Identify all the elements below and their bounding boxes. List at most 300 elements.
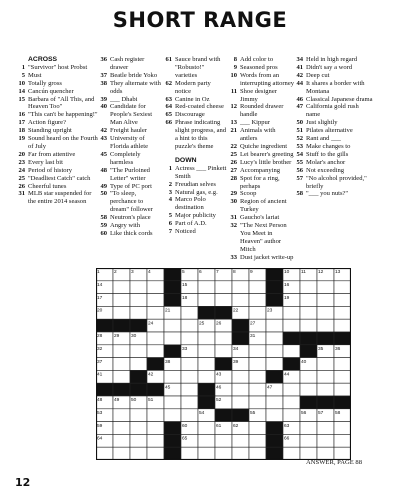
grid-cell[interactable] — [283, 447, 300, 460]
grid-cell[interactable] — [232, 396, 249, 409]
grid-cell[interactable] — [334, 370, 351, 383]
clue-number: 58 — [296, 190, 303, 198]
clue-text: Lei bearer's greeting — [240, 150, 294, 158]
grid-number: 8 — [233, 270, 236, 276]
grid-number: 28 — [97, 334, 103, 340]
grid-cell[interactable] — [249, 370, 266, 383]
grid-number: 31 — [250, 334, 256, 340]
grid-cell[interactable] — [317, 383, 334, 396]
grid-cell[interactable] — [249, 281, 266, 294]
grid-number: 25 — [199, 321, 205, 327]
grid-cell[interactable] — [181, 332, 198, 345]
clue-text: ___ Kippur — [240, 119, 271, 127]
grid-cell[interactable] — [300, 422, 317, 435]
clue-number: 36 — [100, 56, 107, 63]
clue-text: Type of PC port — [110, 182, 152, 190]
clue-text: Lucy's little brother — [240, 158, 292, 166]
grid-block — [113, 319, 130, 332]
grid-cell[interactable] — [215, 332, 232, 345]
down-clue — [163, 189, 228, 197]
clue-number: 11 — [230, 87, 237, 95]
down-header: DOWN — [175, 156, 197, 164]
clue-number: 56 — [296, 166, 303, 174]
grid-cell[interactable] — [181, 319, 198, 332]
grid-cell[interactable] — [130, 281, 147, 294]
clue-text: Not exceeding — [306, 166, 344, 174]
across-clue — [98, 135, 163, 151]
grid-cell[interactable] — [283, 345, 300, 358]
clue-text: Dust jacket write-up — [240, 253, 294, 261]
across-clue — [98, 222, 163, 230]
across-clue — [16, 151, 98, 159]
grid-cell[interactable] — [334, 383, 351, 396]
grid-block — [266, 422, 283, 435]
grid-block — [266, 370, 283, 383]
grid-number: 9 — [250, 270, 253, 276]
clue-number: 16 — [18, 111, 25, 119]
clue-number: 44 — [296, 79, 303, 87]
down-clue — [228, 88, 294, 104]
clue-number: 37 — [100, 71, 107, 79]
clue-number: 26 — [230, 158, 237, 166]
grid-block — [317, 396, 334, 409]
grid-number: 38 — [165, 359, 171, 365]
clue-number: 53 — [296, 142, 303, 150]
clue-number: 15 — [18, 95, 25, 103]
clue-number: 51 — [296, 127, 303, 135]
down-clue — [228, 175, 294, 191]
clue-number: 3 — [168, 188, 172, 196]
clue-text: Sound heard on the Fourth of July — [28, 135, 98, 150]
grid-cell[interactable] — [232, 281, 249, 294]
clue-number: 62 — [165, 79, 172, 87]
clue-text: Scoop — [240, 190, 257, 198]
grid-cell[interactable] — [147, 447, 164, 460]
clue-number: 54 — [296, 150, 303, 158]
grid-cell[interactable] — [164, 370, 181, 383]
grid-block — [266, 434, 283, 447]
grid-number: 46 — [216, 385, 222, 391]
grid-cell[interactable] — [130, 358, 147, 371]
grid-number: 34 — [233, 347, 239, 352]
clue-number: 38 — [100, 79, 107, 87]
crossword-grid-svg[interactable] — [96, 268, 351, 460]
grid-cell[interactable] — [147, 294, 164, 307]
grid-cell[interactable] — [113, 281, 130, 294]
down-clue — [294, 119, 374, 127]
grid-cell[interactable] — [334, 319, 351, 332]
grid-block — [164, 422, 181, 435]
grid-cell[interactable] — [300, 281, 317, 294]
grid-cell[interactable] — [334, 358, 351, 371]
clue-text: "The Next Person You Meet in Heaven" author Mitch — [240, 222, 287, 253]
grid-number: 61 — [216, 423, 222, 429]
grid-block — [232, 332, 249, 345]
grid-cell[interactable] — [283, 396, 300, 409]
clue-text: University of Florida athlete — [110, 135, 148, 150]
across-clue — [16, 111, 98, 119]
clue-text: ___ Dhabi — [110, 95, 138, 103]
clue-text: Spot for a ring, perhaps — [240, 174, 280, 190]
clue-text: Standing upright — [28, 127, 72, 135]
grid-number: 58 — [335, 411, 341, 416]
clue-text: Classical Japanese drama — [306, 95, 373, 103]
grid-cell[interactable] — [113, 358, 130, 371]
grid-cell[interactable] — [334, 422, 351, 435]
grid-cell[interactable] — [147, 409, 164, 422]
clue-text: Noticed — [175, 228, 196, 236]
grid-cell[interactable] — [198, 294, 215, 307]
grid-cell[interactable] — [181, 447, 198, 460]
grid-cell[interactable] — [198, 332, 215, 345]
grid-cell[interactable] — [232, 294, 249, 307]
grid-cell[interactable] — [266, 358, 283, 371]
grid-cell[interactable] — [283, 319, 300, 332]
grid-block — [164, 268, 181, 281]
grid-cell[interactable] — [232, 447, 249, 460]
grid-cell[interactable] — [283, 383, 300, 396]
down-clue — [294, 80, 374, 96]
grid-cell[interactable] — [164, 396, 181, 409]
grid-cell[interactable] — [181, 383, 198, 396]
grid-cell[interactable] — [130, 409, 147, 422]
clue-column-1 — [16, 56, 98, 266]
grid-cell[interactable] — [113, 422, 130, 435]
clue-number: 47 — [296, 103, 303, 111]
across-clue — [98, 190, 163, 214]
clue-column-2 — [98, 56, 163, 266]
grid-cell[interactable] — [334, 434, 351, 447]
across-clue — [16, 127, 98, 135]
across-clue — [16, 80, 98, 88]
down-clue — [294, 175, 374, 191]
grid-cell[interactable] — [232, 383, 249, 396]
grid-block — [232, 409, 249, 422]
grid-cell[interactable] — [147, 345, 164, 358]
grid-cell[interactable] — [317, 370, 334, 383]
clue-number: 41 — [296, 63, 303, 71]
grid-cell[interactable] — [249, 396, 266, 409]
down-clue — [228, 143, 294, 151]
grid-number: 30 — [131, 334, 137, 340]
grid-cell[interactable] — [113, 370, 130, 383]
grid-cell[interactable] — [147, 434, 164, 447]
clue-number: 24 — [18, 166, 25, 174]
across-clue — [98, 151, 163, 167]
grid-cell[interactable] — [317, 434, 334, 447]
grid-cell[interactable] — [317, 306, 334, 319]
clue-number: 6 — [168, 220, 172, 228]
clue-number: 64 — [165, 103, 172, 111]
grid-cell[interactable] — [317, 422, 334, 435]
down-clue — [228, 190, 294, 198]
puzzle-title: SHORT RANGE — [112, 8, 288, 32]
grid-block — [266, 281, 283, 294]
grid-cell[interactable] — [249, 434, 266, 447]
grid-block — [198, 306, 215, 319]
clue-number: 31 — [18, 190, 25, 198]
grid-cell[interactable] — [334, 306, 351, 319]
grid-block — [130, 383, 147, 396]
clue-number: 63 — [165, 95, 172, 103]
grid-cell[interactable] — [215, 434, 232, 447]
clue-text: Action figure? — [28, 119, 66, 127]
clue-number: 50 — [296, 119, 303, 127]
grid-block — [147, 383, 164, 396]
grid-block — [147, 358, 164, 371]
grid-number: 14 — [97, 283, 103, 288]
grid-block — [113, 383, 130, 396]
grid-block — [164, 294, 181, 307]
clue-number: 13 — [230, 119, 237, 127]
grid-cell[interactable] — [249, 306, 266, 319]
grid-cell[interactable] — [283, 306, 300, 319]
grid-cell[interactable] — [300, 370, 317, 383]
grid-number: 18 — [182, 295, 188, 301]
grid-cell[interactable] — [317, 294, 334, 307]
grid-cell[interactable] — [249, 422, 266, 435]
grid-number: 56 — [301, 411, 307, 416]
grid-cell[interactable] — [181, 396, 198, 409]
grid-cell[interactable] — [147, 281, 164, 294]
grid-number: 16 — [284, 283, 290, 288]
clue-text: California gold rush name — [306, 103, 359, 119]
grid-cell[interactable] — [266, 319, 283, 332]
grid-cell[interactable] — [300, 319, 317, 332]
clue-text: "Survivor" host Probst — [28, 63, 88, 71]
clue-text: It shares a border with Montana — [306, 79, 365, 95]
clue-text: Shoe designer Jimmy — [240, 87, 277, 103]
clue-text: Period of history — [28, 166, 73, 174]
grid-number: 43 — [216, 372, 222, 378]
down-clue — [228, 127, 294, 143]
clue-number: 5 — [168, 212, 172, 220]
clue-number: 18 — [18, 127, 25, 135]
clue-number: 1 — [21, 63, 25, 71]
down-clue — [294, 96, 374, 104]
grid-cell[interactable] — [266, 396, 283, 409]
grid-cell[interactable] — [96, 447, 113, 460]
grid-cell[interactable] — [198, 358, 215, 371]
clue-text: Major publicity — [175, 212, 216, 220]
clue-text: Molar's anchor — [306, 158, 346, 166]
grid-number: 22 — [233, 308, 239, 314]
grid-number: 45 — [165, 385, 171, 391]
grid-cell[interactable] — [317, 319, 334, 332]
grid-cell[interactable] — [266, 409, 283, 422]
grid-cell[interactable] — [249, 358, 266, 371]
clue-number: 42 — [296, 71, 303, 79]
grid-cell[interactable] — [334, 281, 351, 294]
grid-number: 32 — [97, 347, 103, 352]
down-clue — [294, 151, 374, 159]
grid-cell[interactable] — [147, 332, 164, 345]
grid-number: 39 — [233, 359, 239, 365]
grid-block — [215, 409, 232, 422]
clue-text: Seasoned pros — [240, 63, 278, 71]
grid-cell[interactable] — [181, 409, 198, 422]
grid-cell[interactable] — [300, 434, 317, 447]
grid-cell[interactable] — [164, 409, 181, 422]
grid-block — [232, 319, 249, 332]
clue-number: 8 — [233, 56, 237, 63]
grid-number: 59 — [97, 423, 103, 429]
down-clue — [228, 64, 294, 72]
grid-cell[interactable] — [215, 281, 232, 294]
grid-number: 51 — [148, 398, 154, 404]
grid-number: 62 — [233, 423, 239, 429]
clue-number: 59 — [100, 222, 107, 230]
clue-number: 21 — [230, 127, 237, 135]
across-clue — [16, 135, 98, 151]
grid-cell[interactable] — [113, 409, 130, 422]
grid-number: 41 — [97, 372, 103, 378]
grid-cell[interactable] — [198, 345, 215, 358]
grid-block — [164, 281, 181, 294]
grid-number: 10 — [284, 270, 290, 276]
grid-cell[interactable] — [181, 306, 198, 319]
grid-cell[interactable] — [130, 447, 147, 460]
grid-cell[interactable] — [130, 345, 147, 358]
grid-cell[interactable] — [147, 306, 164, 319]
grid-number: 64 — [97, 436, 103, 442]
across-clue — [163, 103, 228, 111]
grid-cell[interactable] — [215, 447, 232, 460]
clue-number: 34 — [296, 56, 303, 63]
crossword-grid[interactable] — [96, 268, 351, 460]
grid-cell[interactable] — [113, 447, 130, 460]
down-clue — [163, 165, 228, 181]
grid-cell[interactable] — [317, 358, 334, 371]
across-clue — [98, 80, 163, 96]
clue-text: Rounded drawer handle — [240, 103, 284, 119]
clue-column-5 — [294, 56, 374, 266]
grid-number: 6 — [199, 270, 202, 276]
grid-cell[interactable] — [198, 434, 215, 447]
clue-text: Every last bit — [28, 158, 63, 166]
grid-cell[interactable] — [113, 306, 130, 319]
grid-cell[interactable] — [198, 281, 215, 294]
grid-cell[interactable] — [266, 332, 283, 345]
grid-cell[interactable] — [130, 294, 147, 307]
clue-text: Accompanying — [240, 166, 280, 174]
across-clue — [98, 230, 163, 238]
clue-text: Rant and ___ — [306, 135, 341, 143]
grid-cell[interactable] — [198, 447, 215, 460]
grid-cell[interactable] — [181, 370, 198, 383]
grid-cell[interactable] — [198, 422, 215, 435]
clue-text: Neutron's place — [110, 214, 151, 222]
grid-cell[interactable] — [130, 422, 147, 435]
across-clue — [16, 88, 98, 96]
clue-text: Beatle bride Yoko — [110, 71, 158, 79]
grid-cell[interactable] — [334, 294, 351, 307]
grid-cell[interactable] — [147, 422, 164, 435]
grid-cell[interactable] — [317, 281, 334, 294]
clue-number: 10 — [230, 71, 237, 79]
across-clue — [163, 111, 228, 119]
down-clue — [163, 220, 228, 228]
grid-number: 65 — [182, 436, 188, 442]
grid-cell[interactable] — [164, 332, 181, 345]
grid-cell[interactable] — [300, 294, 317, 307]
grid-cell[interactable] — [215, 345, 232, 358]
grid-cell[interactable] — [300, 306, 317, 319]
clue-text: Didn't say a word — [306, 63, 353, 71]
grid-block — [96, 319, 113, 332]
down-clue — [228, 254, 294, 262]
clue-number: 50 — [100, 190, 107, 198]
clue-text: Sauce brand with "Robusto!" varieties — [175, 56, 221, 79]
clue-number: 32 — [230, 222, 237, 230]
grid-block — [198, 396, 215, 409]
across-header: ACROSS — [28, 56, 58, 63]
grid-cell[interactable] — [130, 434, 147, 447]
grid-cell[interactable] — [249, 294, 266, 307]
grid-block — [198, 383, 215, 396]
grid-number: 1 — [97, 270, 100, 276]
grid-cell[interactable] — [266, 345, 283, 358]
clue-number: 12 — [230, 103, 237, 111]
grid-number: 24 — [148, 321, 154, 327]
clue-number: 20 — [18, 150, 25, 158]
grid-cell[interactable] — [249, 383, 266, 396]
grid-number: 60 — [182, 423, 188, 429]
clue-text: Red-coated cheese — [175, 103, 224, 111]
across-clue — [16, 119, 98, 127]
grid-number: 50 — [131, 398, 137, 404]
clue-text: Far from attentive — [28, 150, 76, 158]
clue-text: Totally gross — [28, 79, 62, 87]
across-clue — [98, 127, 163, 135]
grid-cell[interactable] — [164, 319, 181, 332]
grid-cell[interactable] — [232, 370, 249, 383]
grid-block — [334, 396, 351, 409]
down-clue — [294, 143, 374, 151]
grid-block — [164, 447, 181, 460]
grid-cell[interactable] — [181, 358, 198, 371]
grid-cell[interactable] — [113, 345, 130, 358]
grid-cell[interactable] — [283, 409, 300, 422]
clue-text: "No alcohol provided," briefly — [306, 174, 367, 190]
grid-cell[interactable] — [249, 447, 266, 460]
grid-cell[interactable] — [249, 345, 266, 358]
down-clue — [228, 56, 294, 64]
down-clue — [228, 167, 294, 175]
clue-text: Marco Polo destination — [175, 196, 206, 212]
grid-cell[interactable] — [130, 306, 147, 319]
grid-cell[interactable] — [113, 294, 130, 307]
grid-cell[interactable] — [232, 434, 249, 447]
grid-cell[interactable] — [300, 383, 317, 396]
grid-cell[interactable] — [215, 294, 232, 307]
clue-text: Phrase indicating slight progress, and a hint to this puzzle's theme — [175, 119, 227, 150]
grid-cell[interactable] — [113, 434, 130, 447]
clue-number: 28 — [230, 174, 237, 182]
across-clue — [16, 64, 98, 72]
clue-text: MLB star suspended for the entire 2014 season — [28, 190, 92, 206]
down-clue — [294, 103, 374, 119]
grid-cell[interactable] — [198, 370, 215, 383]
grid-block — [164, 434, 181, 447]
grid-block — [164, 345, 181, 358]
clue-text: Deep cut — [306, 71, 330, 79]
grid-number: 3 — [131, 270, 134, 276]
grid-block — [266, 447, 283, 460]
grid-number: 42 — [148, 372, 154, 378]
grid-block — [130, 319, 147, 332]
grid-block — [283, 332, 300, 345]
